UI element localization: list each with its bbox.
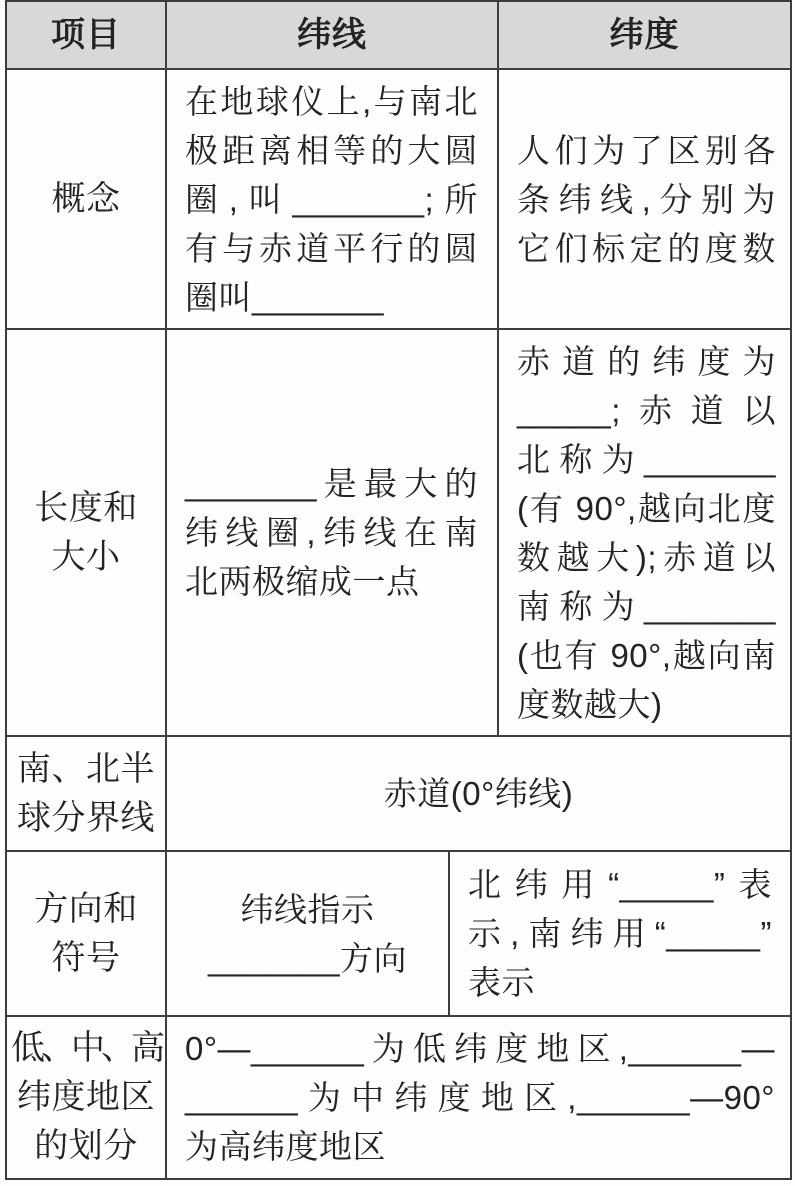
length-size-label-cell — [5, 328, 167, 737]
zones-label: 纬度地区 — [17, 1078, 155, 1116]
direction-symbol-parallel-line: _______方向 — [208, 939, 407, 977]
zones-content-line: 0°—______为低纬度地区,______— — [185, 1030, 775, 1067]
header-parallel-cell — [165, 0, 499, 70]
concept-latitude-line: 人们为了区别各 — [517, 131, 776, 169]
length-size-latitude-line: 南称为_______ — [517, 587, 776, 625]
length-size-parallel-line: 纬线圈,纬线在南 — [185, 514, 478, 551]
direction-symbol-label: 符号 — [51, 938, 121, 977]
length-size-latitude-line: _____;赤道以 — [517, 391, 776, 429]
length-size-parallel-line: 北两极缩成一点 — [185, 563, 420, 600]
length-size-label: 长度和 — [34, 488, 138, 527]
hemisphere-boundary-label-cell — [5, 735, 167, 852]
zones-label: 低、中、高 — [11, 1029, 161, 1067]
concept-latitude-line: 它们标定的度数 — [517, 229, 776, 267]
zones-label: 的划分 — [34, 1127, 138, 1165]
direction-symbol-parallel-line: 纬线指示 — [240, 890, 375, 928]
direction-symbol-latitude-cell — [448, 850, 792, 1017]
length-size-latitude-cell — [497, 328, 792, 737]
concept-parallel-line: 有与赤道平行的圆 — [185, 229, 478, 267]
length-size-latitude-line: 数越大);赤道以 — [517, 538, 776, 576]
header-item-cell — [5, 0, 167, 70]
concept-latitude-cell — [497, 68, 792, 330]
hemisphere-boundary-content: 赤道(0°纬线) — [383, 775, 574, 812]
direction-symbol-label-cell — [5, 850, 167, 1017]
direction-symbol-parallel-cell — [165, 850, 450, 1017]
length-size-latitude-line: 赤道的纬度为 — [517, 342, 776, 380]
concept-parallel-line: 圈,叫_______;所 — [185, 180, 478, 218]
length-size-latitude-line: 度数越大) — [517, 685, 663, 723]
concept-parallel-cell — [165, 68, 499, 330]
length-size-parallel-cell — [165, 328, 499, 737]
header-latitude-cell — [497, 0, 792, 70]
concept-parallel-line: 圈叫_______ — [185, 278, 384, 316]
header-parallel: 纬线 — [297, 15, 367, 54]
length-size-latitude-line: (也有 90°,越向南 — [517, 636, 776, 674]
direction-symbol-latitude-line: 表示 — [468, 964, 535, 1001]
length-size-latitude-line: 北称为_______ — [517, 440, 776, 478]
direction-symbol-latitude-line: 北纬用“_____”表 — [468, 866, 772, 903]
direction-symbol-label: 方向和 — [34, 889, 138, 928]
zones-content-line: 为高纬度地区 — [185, 1128, 386, 1165]
length-size-label: 大小 — [51, 537, 121, 576]
hemisphere-boundary-content-cell — [165, 735, 792, 852]
length-size-parallel-line: _______是最大的 — [185, 465, 478, 502]
concept-latitude-line: 条纬线,分别为 — [517, 180, 776, 218]
concept-label-cell — [5, 68, 167, 330]
direction-symbol-latitude-line: 示,南纬用“_____” — [468, 915, 772, 952]
hemisphere-boundary-label: 南、北半 — [17, 749, 155, 788]
hemisphere-boundary-label: 球分界线 — [17, 798, 155, 837]
zones-content-line: ______为中纬度地区,______—90° — [185, 1079, 775, 1116]
concept-parallel-line: 极距离相等的大圆 — [185, 131, 478, 169]
header-latitude: 纬度 — [609, 15, 680, 54]
length-size-latitude-line: (有 90°,越向北度 — [517, 489, 776, 527]
concept-parallel-line: 在地球仪上,与南北 — [185, 82, 478, 120]
header-item: 项目 — [51, 15, 121, 54]
concept-label: 概念 — [51, 179, 121, 218]
zones-label-cell — [5, 1015, 167, 1180]
zones-content-cell — [165, 1015, 792, 1180]
